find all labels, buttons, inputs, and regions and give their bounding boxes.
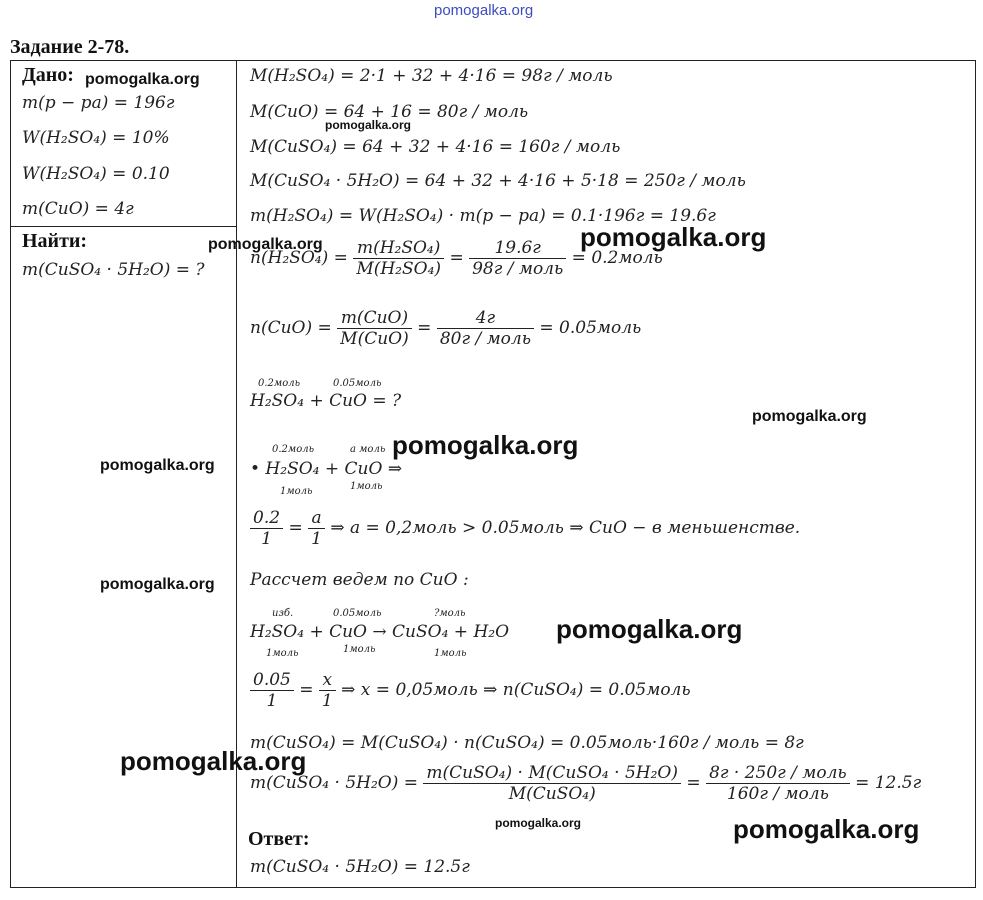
ratio-conclusion: ⇒ a = 0,2моль > 0.05моль ⇒ CuO − в меньшенстве. (330, 518, 801, 538)
find-line: m(CuSO₄ · 5H₂O) = ? (22, 260, 205, 280)
watermark: pomogalka.org (580, 222, 767, 252)
reaction-annotation: 0.05моль (333, 378, 382, 389)
reaction-annotation: 1моль (343, 644, 376, 655)
final-calc-line: m(CuSO₄ · 5H₂O) = $\frac{\text{m(CuSO₄) · M(CuSO₄ · 5H₂O)}}{\text{M(CuSO₄)}}$ = $\frac{\text{8г · 250г / моль}}{\text{160г / моль}}$ = 12.5г (250, 763, 922, 804)
reaction-annotation: 0.2моль (258, 378, 301, 389)
fraction-numerator: 4г (475, 308, 496, 328)
final-fraction-values (706, 763, 850, 804)
reaction-annotation: изб. (272, 608, 294, 619)
cuo-moles-fraction-values (437, 308, 534, 349)
watermark: pomogalka.org (85, 71, 200, 88)
molar-mass-line: M(CuSO₄ · 5H₂O) = 64 + 32 + 4·16 + 5·18 = 250г / моль (250, 171, 746, 191)
ratio-fraction (308, 508, 325, 549)
reaction-annotation: 0.05моль (333, 608, 382, 619)
acid-moles-line: n(H₂SO₄) = $\frac{\text{m(H₂SO₄)}}{\text{M(H₂SO₄)}}$ = $\frac{19.6г}{\text{98г / моль}}$ = 0.2моль (250, 238, 663, 279)
given-heading: Дано: (22, 64, 74, 86)
molar-mass-line: M(H₂SO₄) = 2·1 + 32 + 4·16 = 98г / моль (250, 66, 613, 86)
fraction-denominator: M(H₂SO₄) (353, 258, 444, 279)
fraction-denominator: 98г / моль (469, 258, 566, 279)
acid-moles-fraction (353, 238, 444, 279)
reaction-annotation: 1моль (434, 648, 467, 659)
acid-moles-result: = 0.2моль (571, 248, 663, 268)
fraction-denominator: 1 (250, 690, 294, 711)
watermark: pomogalka.org (120, 746, 307, 776)
ratio-fraction (250, 670, 294, 711)
reaction-annotation: 1моль (280, 486, 313, 497)
salt-mass-line: m(CuSO₄) = M(CuSO₄) · n(CuSO₄) = 0.05моль·160г / моль = 8г (250, 733, 804, 753)
fraction-denominator: 1 (308, 528, 325, 549)
watermark: pomogalka.org (733, 814, 920, 844)
given-line: m(CuO) = 4г (22, 199, 134, 219)
watermark: pomogalka.org (208, 236, 323, 253)
final-fraction (423, 763, 681, 804)
given-divider (10, 226, 237, 227)
watermark: pomogalka.org (325, 118, 412, 132)
fraction-numerator: m(H₂SO₄) (356, 238, 441, 258)
cuo-moles-line: n(CuO) = $\frac{\text{m(CuO)}}{\text{M(CuO)}}$ = $\frac{4г}{\text{80г / моль}}$ = 0.05моль (250, 308, 642, 349)
fraction-denominator: 1 (250, 528, 283, 549)
molar-mass-line: M(CuSO₄) = 64 + 32 + 4·16 = 160г / моль (250, 137, 621, 157)
cuo-moles-lhs: n(CuO) = (250, 318, 332, 338)
acid-moles-lhs: n(H₂SO₄) = (250, 248, 348, 268)
ratio-fraction (250, 508, 283, 549)
watermark: pomogalka.org (556, 614, 743, 644)
given-line: m(p − pa) = 196г (22, 93, 175, 113)
fraction-numerator: a (311, 508, 322, 528)
watermark: pomogalka.org (100, 457, 215, 474)
site-header: pomogalka.org (434, 2, 534, 19)
watermark: pomogalka.org (100, 576, 215, 593)
fraction-numerator: 19.6г (494, 238, 541, 258)
final-result: = 12.5г (855, 773, 922, 793)
fraction-denominator: 160г / моль (706, 783, 850, 804)
given-line: W(H₂SO₄) = 10% (22, 128, 170, 148)
ratio-fraction (319, 670, 336, 711)
reaction-equation: • H₂SO₄ + CuO ⇒ (250, 459, 403, 479)
cuo-moles-fraction (337, 308, 412, 349)
watermark: pomogalka.org (495, 816, 582, 830)
reaction-annotation: 1моль (350, 481, 383, 492)
answer-heading: Ответ: (248, 828, 310, 850)
reaction-equation: H₂SO₄ + CuO = ? (250, 391, 402, 411)
find-heading: Найти: (22, 230, 88, 252)
calc-by-line: Рассчет ведем по CuO : (250, 570, 469, 590)
fraction-denominator: M(CuO) (337, 328, 412, 349)
ratio-line: $\frac{0.05}{1}$ = $\frac{x}{1}$ ⇒ x = 0,05моль ⇒ n(CuSO₄) = 0.05моль (250, 670, 691, 711)
fraction-numerator: 0.2 (253, 508, 281, 528)
acid-mass-line: m(H₂SO₄) = W(H₂SO₄) · m(p − pa) = 0.1·196г = 19.6г (250, 206, 716, 226)
fraction-denominator: M(CuSO₄) (423, 783, 681, 804)
answer-line: m(CuSO₄ · 5H₂O) = 12.5г (250, 857, 470, 877)
task-title: Задание 2-78. (10, 36, 130, 58)
cuo-moles-result: = 0.05моль (539, 318, 642, 338)
molar-mass-line: M(CuO) = 64 + 16 = 80г / моль (250, 102, 529, 122)
watermark: pomogalka.org (392, 430, 579, 460)
fraction-numerator: 8г · 250г / моль (709, 763, 847, 783)
acid-moles-fraction-values (469, 238, 566, 279)
fraction-numerator: 0.05 (253, 670, 291, 690)
reaction-annotation: ?моль (434, 608, 466, 619)
ratio-line: $\frac{0.2}{1}$ = $\frac{a}{1}$ ⇒ a = 0,2моль > 0.05моль ⇒ CuO − в меньшенстве. (250, 508, 800, 549)
fraction-numerator: x (322, 670, 333, 690)
watermark: pomogalka.org (752, 408, 867, 425)
fraction-denominator: 80г / моль (437, 328, 534, 349)
reaction-annotation: a моль (350, 444, 386, 455)
ratio-conclusion: ⇒ x = 0,05моль ⇒ n(CuSO₄) = 0.05моль (341, 680, 691, 700)
fraction-numerator: m(CuO) (340, 308, 409, 328)
given-line: W(H₂SO₄) = 0.10 (22, 164, 170, 184)
fraction-denominator: 1 (319, 690, 336, 711)
final-lhs: m(CuSO₄ · 5H₂O) = (250, 773, 418, 793)
fraction-numerator: m(CuSO₄) · M(CuSO₄ · 5H₂O) (426, 763, 678, 783)
reaction-annotation: 0.2моль (272, 444, 315, 455)
reaction-annotation: 1моль (266, 648, 299, 659)
reaction-equation: H₂SO₄ + CuO → CuSO₄ + H₂O (250, 622, 510, 642)
